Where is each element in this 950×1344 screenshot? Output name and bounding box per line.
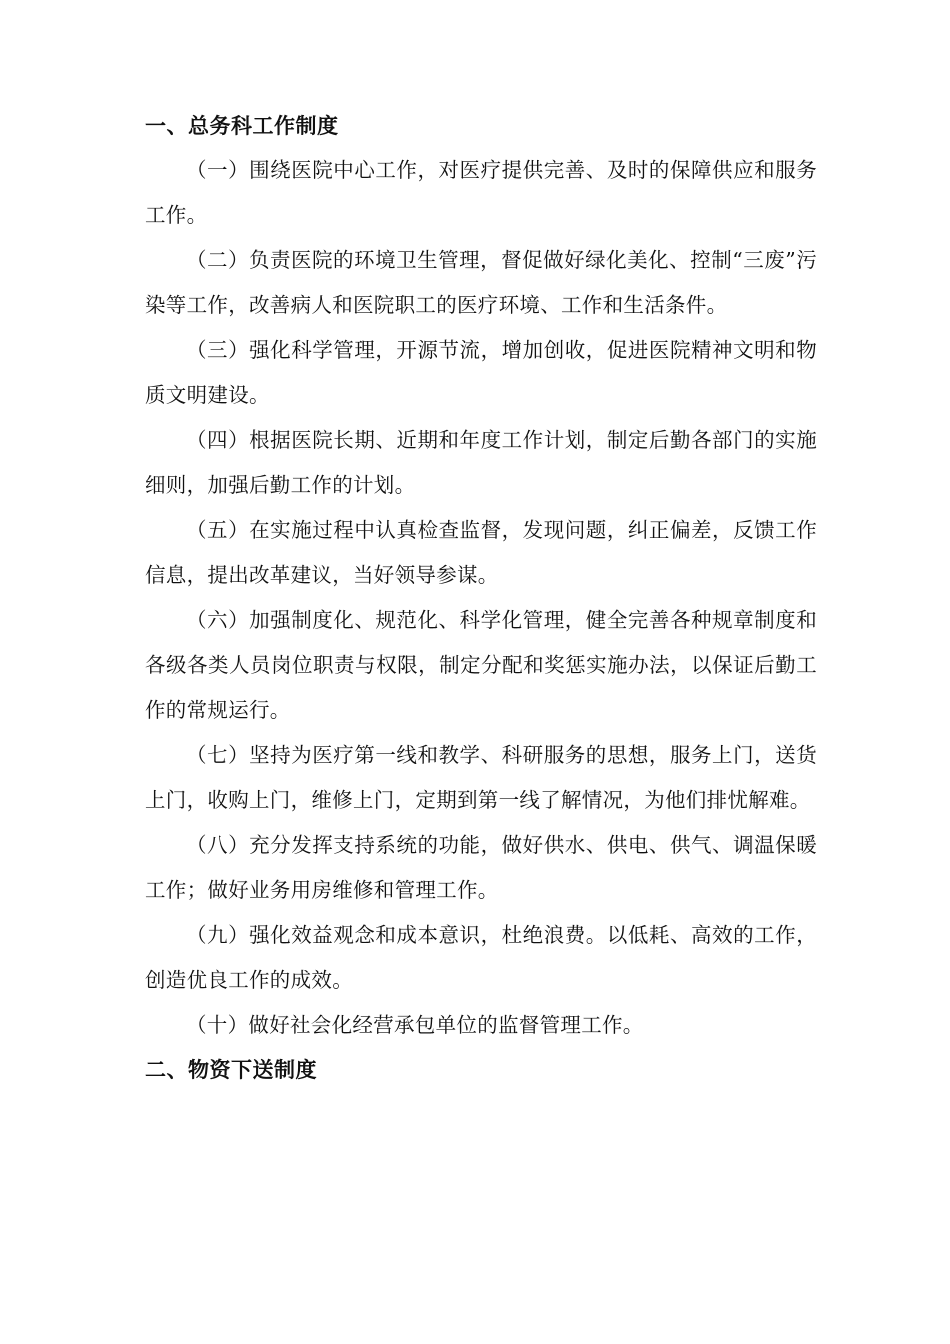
paragraph-7: （七）坚持为医疗第一线和教学、科研服务的思想，服务上门，送货上门，收购上门，维修上门，定期到第一线了解情况，为他们排忧解难。: [145, 743, 817, 812]
section-heading-general-affairs: 一、总务科工作制度: [145, 114, 339, 138]
paragraph-5: （五）在实施过程中认真检查监督，发现问题，纠正偏差，反馈工作信息，提出改革建议，当好领导参谋。: [145, 518, 817, 587]
paragraph-8: （八）充分发挥支持系统的功能，做好供水、供电、供气、调温保暖工作；做好业务用房维修和管理工作。: [145, 833, 817, 902]
paragraph-4: （四）根据医院长期、近期和年度工作计划，制定后勤各部门的实施细则，加强后勤工作的计划。: [145, 428, 817, 497]
paragraph-2: （二）负责医院的环境卫生管理，督促做好绿化美化、控制“三废”污染等工作，改善病人和医院职工的医疗环境、工作和生活条件。: [145, 248, 817, 317]
section-heading-material-delivery: 二、物资下送制度: [145, 1058, 317, 1082]
paragraph-6: （六）加强制度化、规范化、科学化管理，健全完善各种规章制度和各级各类人员岗位职责与权限，制定分配和奖惩实施办法，以保证后勤工作的常规运行。: [145, 608, 817, 722]
paragraph-1: （一）围绕医院中心工作，对医疗提供完善、及时的保障供应和服务工作。: [145, 158, 817, 227]
paragraph-3: （三）强化科学管理，开源节流，增加创收，促进医院精神文明和物质文明建设。: [145, 338, 817, 407]
paragraph-10: （十）做好社会化经营承包单位的监督管理工作。: [186, 1013, 644, 1037]
document-body: [145, 104, 817, 1092]
paragraph-9: （九）强化效益观念和成本意识，杜绝浪费。以低耗、高效的工作，创造优良工作的成效。: [145, 923, 817, 992]
